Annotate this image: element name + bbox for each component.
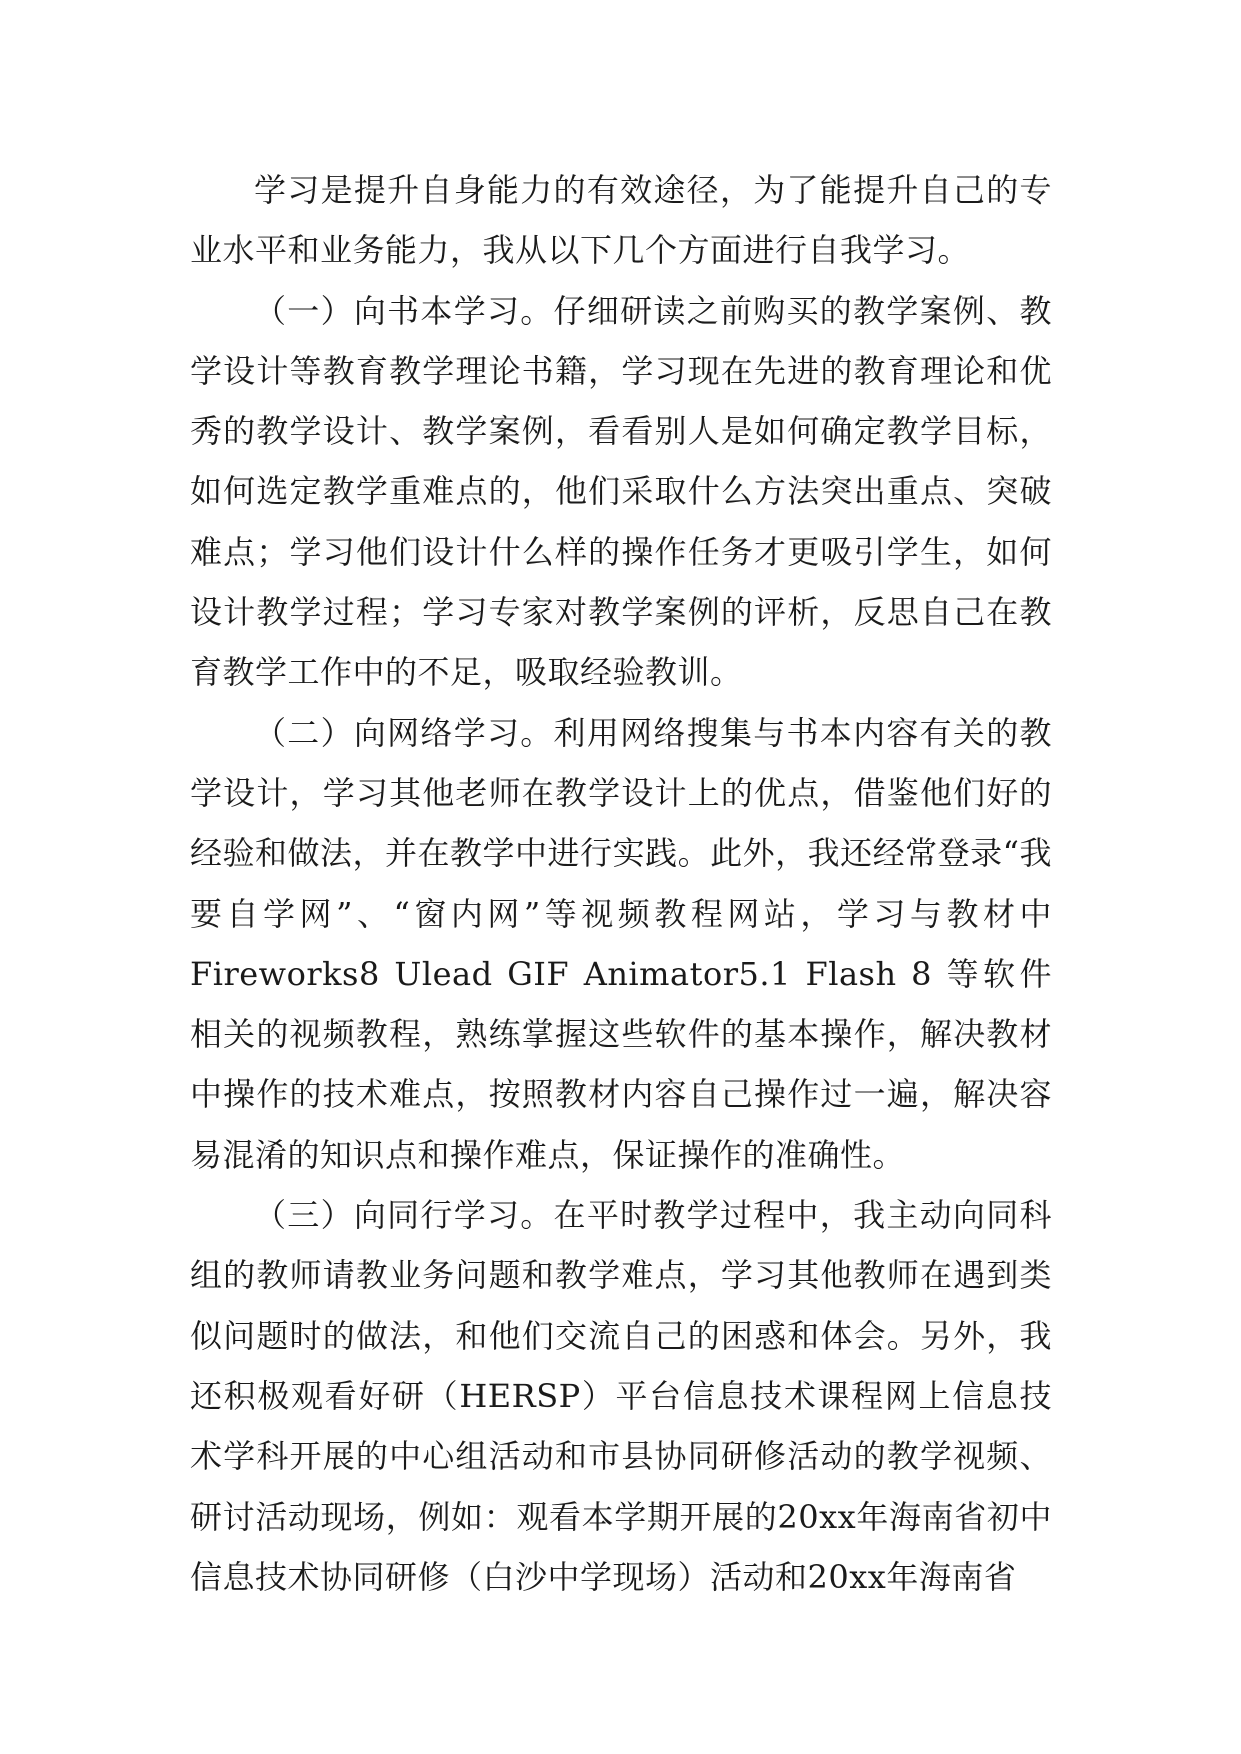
paragraph-intro: 学习是提升自身能力的有效途径，为了能提升自己的专业水平和业务能力，我从以下几个方面进行自我学习。 (190, 171, 1052, 270)
paragraph-learn-from-peers: （三）向同行学习。在平时教学过程中，我主动向同科组的教师请教业务问题和教学难点，学习其他教师在遇到类似问题时的做法，和他们交流自己的困惑和体会。另外，我还积极观看好研（HERSP）平台信息技术课程网上信息技术学科开展的中心组活动和市县协同研修活动的教学视频、研讨活动现场，例如：观看本学期开展的20xx年海南省初中信息技术协同研修（白沙中学现场）活动和20xx年海南省 (190, 1196, 1052, 1596)
paragraph-learn-from-books: （一）向书本学习。仔细研读之前购买的教学案例、教学设计等教育教学理论书籍，学习现在先进的教育理论和优秀的教学设计、教学案例，看看别人是如何确定教学目标，如何选定教学重难点的，他们采取什么方法突出重点、突破难点；学习他们设计什么样的操作任务才更吸引学生，如何设计教学过程；学习专家对教学案例的评析，反思自己在教育教学工作中的不足，吸取经验教训。 (190, 291, 1052, 692)
paragraph-learn-from-internet: （二）向网络学习。利用网络搜集与书本内容有关的教学设计，学习其他老师在教学设计上的优点，借鉴他们好的经验和做法，并在教学中进行实践。此外，我还经常登录“我要自学网”、“窗内网”等视频教程网站，学习与教材中Fireworks8 Ulead GIF Animator5.1 Flash 8 等软件相关的视频教程，熟练掌握这些软件的基本操作，解决教材中操作的技术难点，按照教材内容自己操作过一遍，解决容易混淆的知识点和操作难点，保证操作的准确性。 (190, 713, 1052, 1174)
document-body (190, 160, 1052, 1607)
